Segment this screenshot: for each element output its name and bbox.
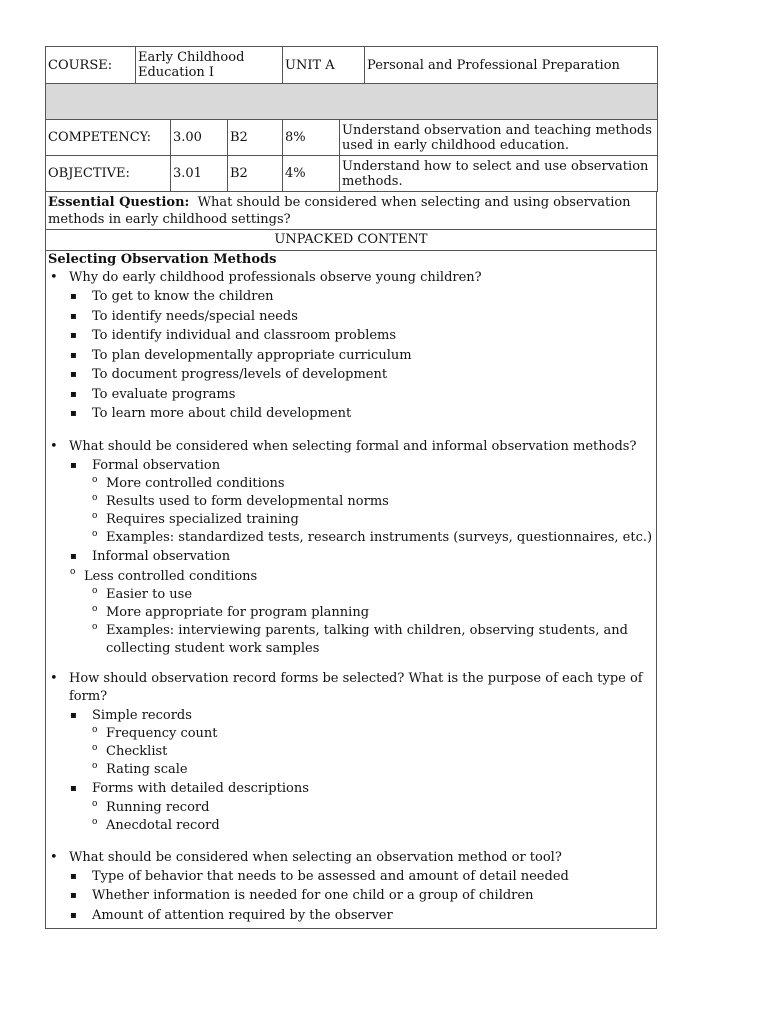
competency-row xyxy=(46,120,658,156)
list-item: o Examples: standardized tests, research instruments (surveys, questionnaires, etc.) xyxy=(48,529,654,547)
unit-value: Personal and Professional Preparation xyxy=(365,47,658,84)
list-item: o More appropriate for program planning xyxy=(48,604,654,622)
essential-question-label: Essential Question: xyxy=(48,195,190,210)
list-item: ▪ Amount of attention required by the observer xyxy=(48,906,654,926)
header-table xyxy=(45,46,658,192)
formal-observation: ▪ Formal observation xyxy=(48,456,654,476)
question-4: • What should be considered when selecting an observation method or tool? xyxy=(48,849,654,867)
unpacked-content-title: UNPACKED CONTENT xyxy=(46,230,656,251)
list-item: o Anecdotal record xyxy=(48,817,654,835)
competency-label: COMPETENCY: xyxy=(46,120,171,156)
list-item: ▪ To evaluate programs xyxy=(48,385,654,405)
simple-records: ▪ Simple records xyxy=(48,706,654,726)
lesson-document xyxy=(45,46,657,929)
competency-code: B2 xyxy=(228,120,283,156)
unpacked-content xyxy=(46,251,656,928)
list-item: ▪ Whether information is needed for one child or a group of children xyxy=(48,886,654,906)
list-item: o Easier to use xyxy=(48,586,654,604)
informal-observation: ▪ Informal observation xyxy=(48,547,654,567)
content-box xyxy=(45,192,657,929)
list-item: o Running record xyxy=(48,799,654,817)
gray-band xyxy=(46,84,658,120)
objective-text: Understand how to select and use observation methods. xyxy=(340,156,658,192)
list-item: ▪ To identify needs/special needs xyxy=(48,307,654,327)
question-2: • What should be considered when selecting formal and informal observation methods? xyxy=(48,438,654,456)
list-item: ▪ To learn more about child development xyxy=(48,404,654,424)
question-3: • How should observation record forms be selected? What is the purpose of each type of form? xyxy=(48,670,654,706)
list-item: ▪ Type of behavior that needs to be assessed and amount of detail needed xyxy=(48,867,654,887)
list-item: o Requires specialized training xyxy=(48,511,654,529)
list-item: o Rating scale xyxy=(48,761,654,779)
course-row xyxy=(46,47,658,84)
objective-code: B2 xyxy=(228,156,283,192)
list-item: ▪ To document progress/levels of development xyxy=(48,365,654,385)
essential-question-text: What should be considered when selecting and using observation methods in early childhood settings? xyxy=(48,195,631,227)
list-item: ▪ To plan developmentally appropriate curriculum xyxy=(48,346,654,366)
essential-question xyxy=(46,192,656,230)
unit-label: UNIT A xyxy=(283,47,365,84)
list-item: o More controlled conditions xyxy=(48,475,654,493)
section-title: Selecting Observation Methods xyxy=(48,252,277,267)
objective-weight: 4% xyxy=(283,156,340,192)
competency-text: Understand observation and teaching methods used in early childhood education. xyxy=(340,120,658,156)
list-item: o Results used to form developmental norms xyxy=(48,493,654,511)
list-item: o Checklist xyxy=(48,743,654,761)
question-1: • Why do early childhood professionals observe young children? xyxy=(48,269,654,287)
course-value: Early Childhood Education I xyxy=(136,47,283,84)
list-item: o Examples: interviewing parents, talking with children, observing students, and collecting student work samples xyxy=(48,622,654,658)
list-item: o Frequency count xyxy=(48,725,654,743)
gray-spacer-row xyxy=(46,84,658,120)
list-item: ▪ To get to know the children xyxy=(48,287,654,307)
objective-label: OBJECTIVE: xyxy=(46,156,171,192)
competency-weight: 8% xyxy=(283,120,340,156)
less-controlled-conditions: o Less controlled conditions xyxy=(48,567,654,586)
course-label: COURSE: xyxy=(46,47,136,84)
competency-number: 3.00 xyxy=(171,120,228,156)
objective-row xyxy=(46,156,658,192)
list-item: ▪ To identify individual and classroom problems xyxy=(48,326,654,346)
objective-number: 3.01 xyxy=(171,156,228,192)
detailed-forms: ▪ Forms with detailed descriptions xyxy=(48,779,654,799)
